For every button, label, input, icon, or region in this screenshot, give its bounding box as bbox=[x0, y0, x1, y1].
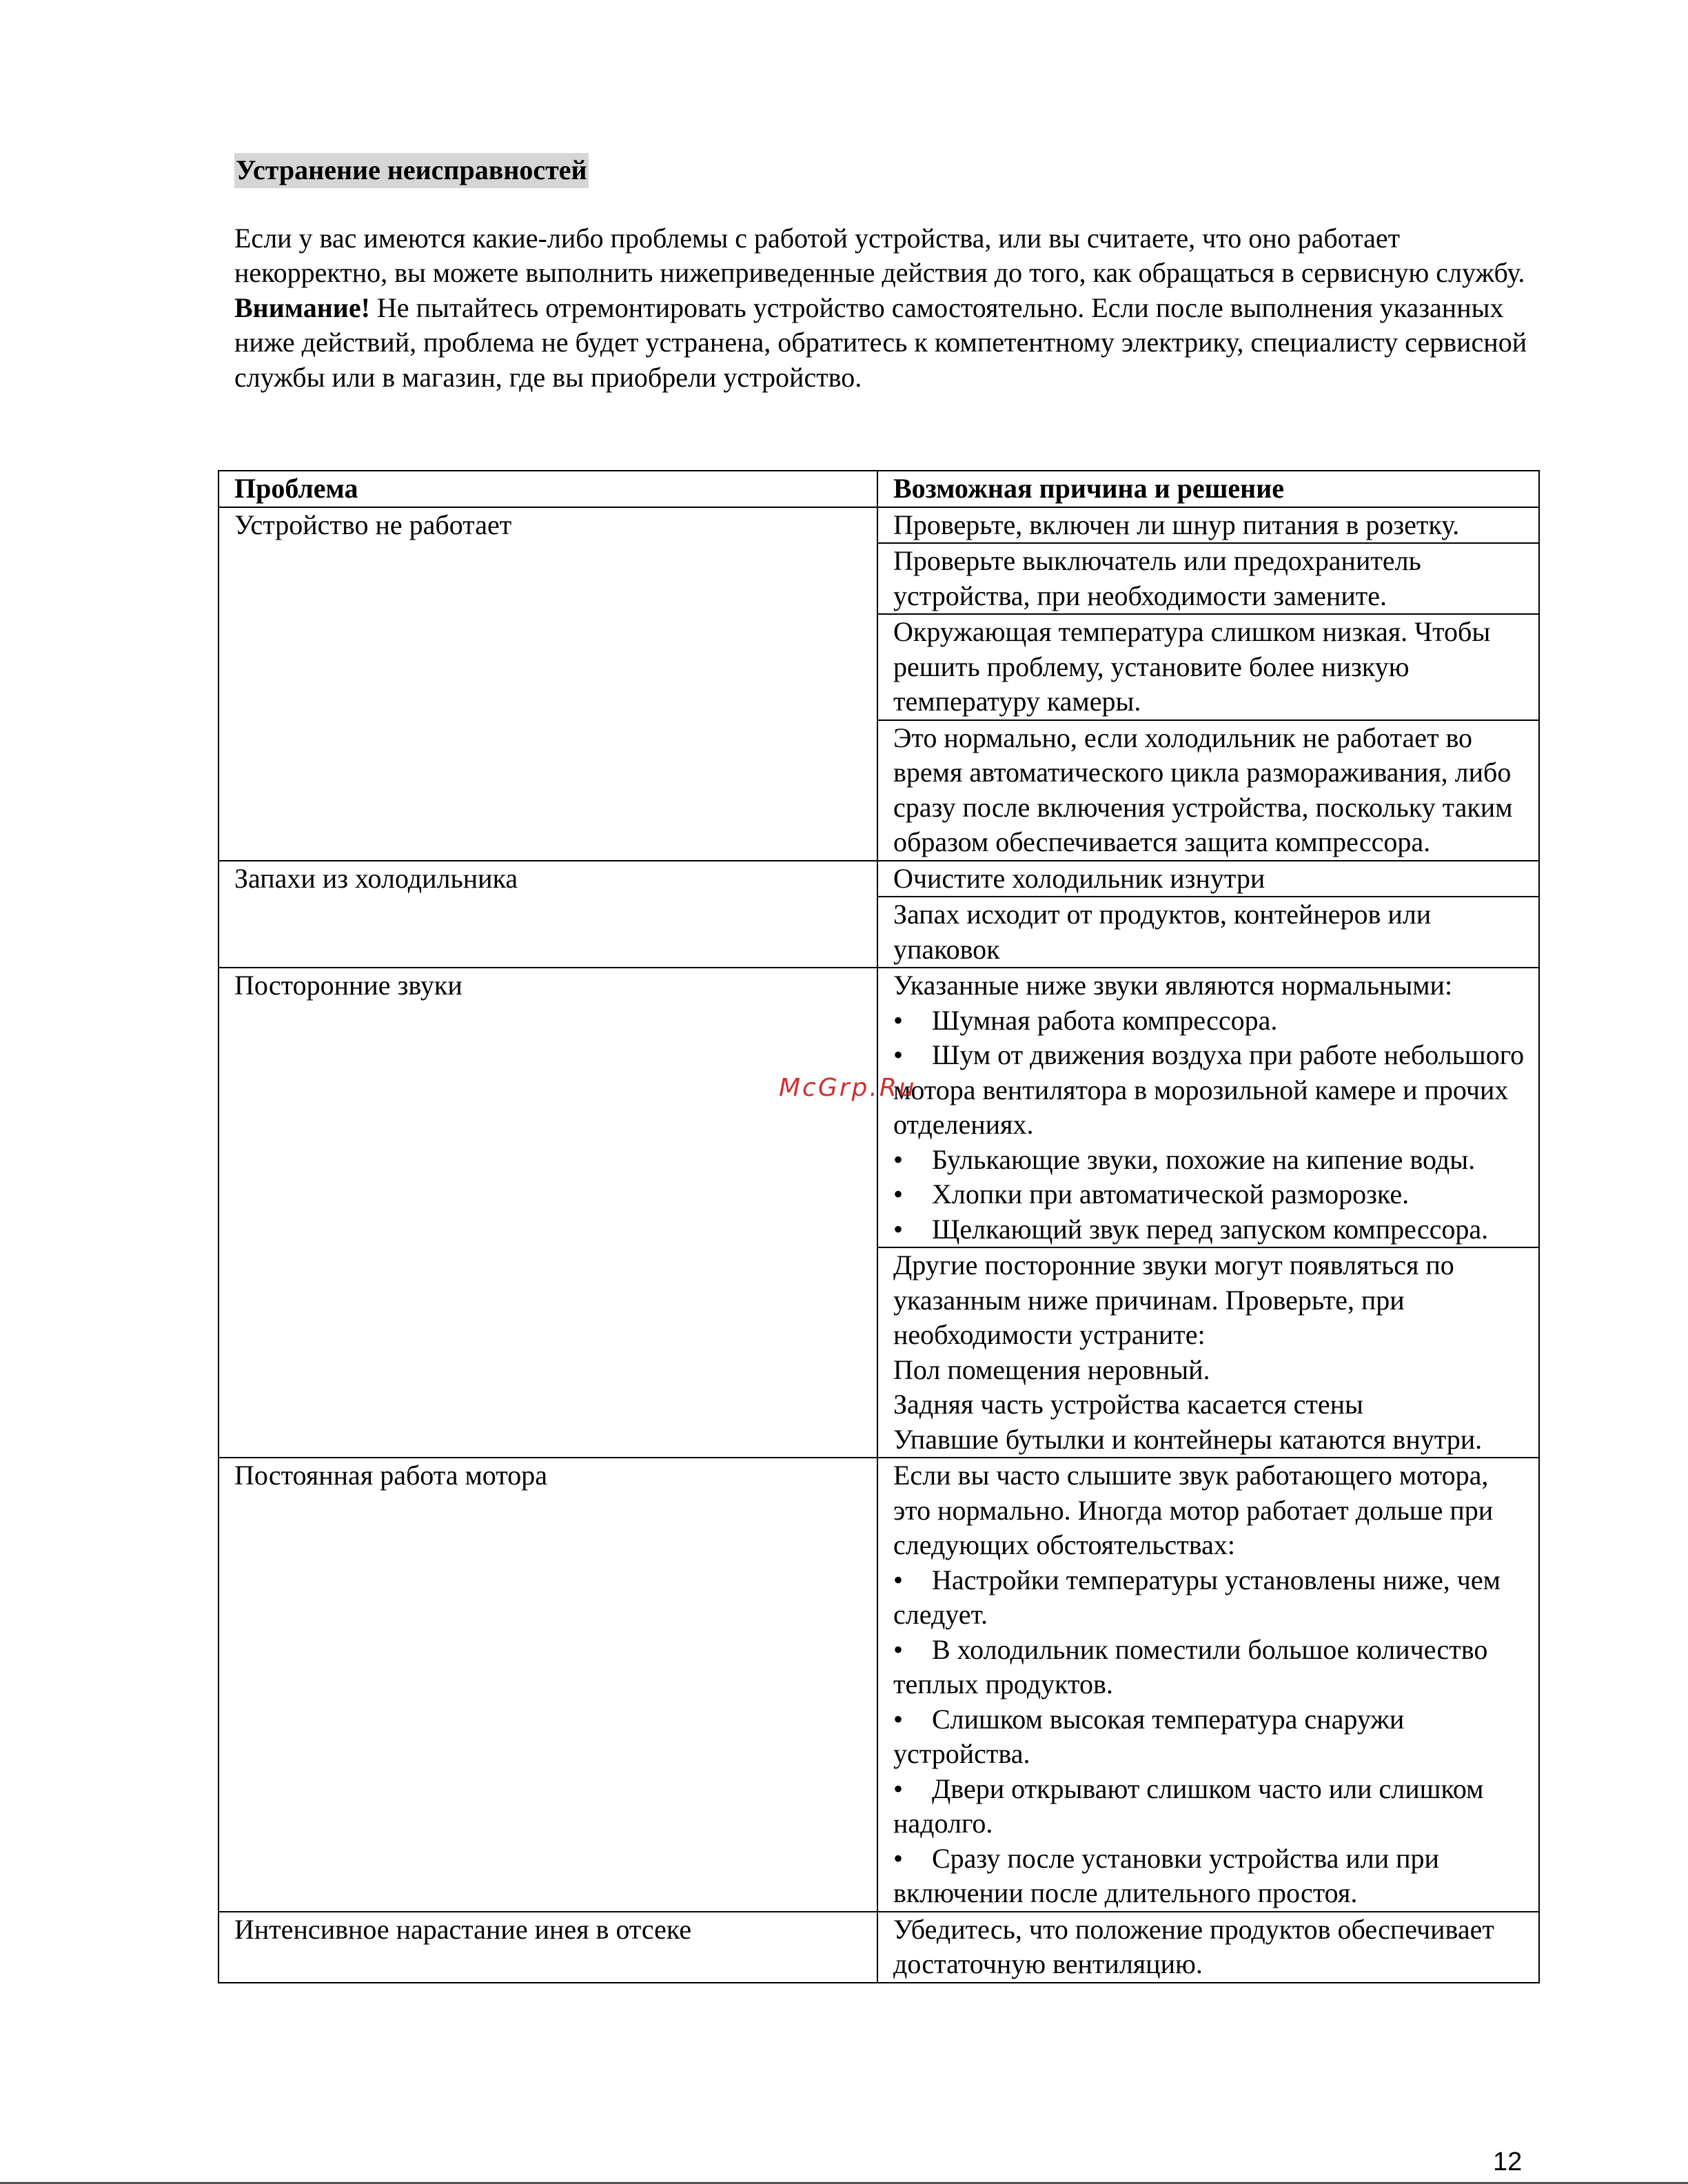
bullet-icon: • bbox=[893, 1703, 904, 1735]
solution-cell: Проверьте, включен ли шнур питания в розетку. bbox=[877, 507, 1539, 544]
bullet-icon: • bbox=[893, 1842, 904, 1874]
bullet-text: Шум от движения воздуха при работе небольшого мотора вентилятора в морозильной камере и прочих отделениях. bbox=[893, 1039, 1525, 1140]
page-number: 12 bbox=[1493, 2147, 1523, 2176]
warning-paragraph bbox=[234, 291, 1530, 396]
noise-normal-intro: Указанные ниже звуки являются нормальными: bbox=[893, 970, 1453, 1001]
motor-intro: Если вы часто слышите звук работающего мотора, это нормально. Иногда мотор работает дольше при следующих обстоятельствах: bbox=[893, 1460, 1494, 1560]
bullet-icon: • bbox=[893, 1143, 904, 1175]
watermark: McGrp.Ru bbox=[779, 1074, 917, 1102]
problem-cell: Постоянная работа мотора bbox=[218, 1458, 877, 1912]
solution-cell bbox=[877, 1247, 1539, 1458]
bullet-text: Щелкающий звук перед запуском компрессора. bbox=[932, 1213, 1489, 1245]
bullet-item bbox=[893, 1563, 1530, 1633]
problem-cell: Интенсивное нарастание инея в отсеке bbox=[218, 1912, 877, 1983]
problem-cell: Устройство не работает bbox=[218, 507, 877, 861]
table-row bbox=[218, 968, 1539, 1247]
bullet-item bbox=[893, 1038, 1530, 1143]
bullet-icon: • bbox=[893, 1213, 904, 1245]
header-solution: Возможная причина и решение bbox=[877, 471, 1539, 507]
bullet-text: Слишком высокая температура снаружи устройства. bbox=[893, 1703, 1405, 1769]
table-header-row bbox=[218, 471, 1539, 507]
noise-other-line: Упавшие бутылки и контейнеры катаются внутри. bbox=[893, 1423, 1483, 1455]
solution-cell: Убедитесь, что положение продуктов обеспечивает достаточную вентиляцию. bbox=[877, 1912, 1539, 1983]
table-row bbox=[218, 861, 1539, 897]
bullet-text: Сразу после установки устройства или при включении после длительного простоя. bbox=[893, 1842, 1439, 1908]
bullet-icon: • bbox=[893, 1004, 904, 1036]
page-content bbox=[234, 153, 1530, 395]
bullet-icon: • bbox=[893, 1564, 904, 1595]
bullet-icon: • bbox=[893, 1773, 904, 1804]
solution-cell: Запах исходит от продуктов, контейнеров или упаковок bbox=[877, 897, 1539, 968]
solution-cell: Это нормально, если холодильник не работает во время автоматического цикла размораживания, либо сразу после включения устройства, поскольку таким образом обеспечивается защита компрессора. bbox=[877, 720, 1539, 861]
warning-text: Не пытайтесь отремонтировать устройство самостоятельно. Если после выполнения указанных ниже действий, проблема не будет устранена, обратитесь к компетентному электрику, специалисту сервисной службы или в магазин, где вы приобрели устройство. bbox=[234, 292, 1527, 393]
noise-other-intro: Другие посторонние звуки могут появляться по указанным ниже причинам. Проверьте, при необходимости устраните: bbox=[893, 1249, 1454, 1350]
bullet-item bbox=[893, 1177, 1530, 1212]
bullet-text: Хлопки при автоматической разморозке. bbox=[932, 1178, 1410, 1210]
bullet-icon: • bbox=[893, 1633, 904, 1665]
problem-cell: Посторонние звуки bbox=[218, 968, 877, 1458]
solution-cell: Окружающая температура слишком низкая. Чтобы решить проблему, установите более низкую температуру камеры. bbox=[877, 614, 1539, 720]
bullet-text: Шумная работа компрессора. bbox=[932, 1004, 1278, 1036]
bullet-item bbox=[893, 1702, 1530, 1772]
bullet-item bbox=[893, 1003, 1530, 1039]
solution-cell: Проверьте выключатель или предохранитель устройства, при необходимости замените. bbox=[877, 543, 1539, 614]
bullet-text: Настройки температуры установлены ниже, чем следует. bbox=[893, 1564, 1501, 1630]
solution-cell bbox=[877, 1458, 1539, 1912]
bullet-item bbox=[893, 1212, 1530, 1247]
page-title: Устранение неисправностей bbox=[234, 153, 589, 188]
bullet-text: В холодильник поместили большое количество теплых продуктов. bbox=[893, 1633, 1488, 1700]
noise-other-line: Пол помещения неровный. bbox=[893, 1354, 1210, 1385]
intro-paragraph: Если у вас имеются какие-либо проблемы с работой устройства, или вы считаете, что оно работает некорректно, вы можете выполнить нижеприведенные действия до того, как обращаться в сервисную службу. bbox=[234, 222, 1525, 288]
bullet-text: Двери открывают слишком часто или слишком надолго. bbox=[893, 1773, 1484, 1839]
troubleshooting-table bbox=[218, 470, 1540, 1983]
bullet-item bbox=[893, 1633, 1530, 1702]
intro-block bbox=[234, 221, 1530, 396]
header-problem: Проблема bbox=[218, 471, 877, 507]
bullet-icon: • bbox=[893, 1178, 904, 1210]
table-row bbox=[218, 1458, 1539, 1912]
table-row bbox=[218, 507, 1539, 544]
bullet-icon: • bbox=[893, 1039, 904, 1070]
bullet-item bbox=[893, 1143, 1530, 1178]
solution-cell: Очистите холодильник изнутри bbox=[877, 861, 1539, 897]
bullet-item bbox=[893, 1841, 1530, 1911]
bullet-item bbox=[893, 1772, 1530, 1841]
bullet-text: Булькающие звуки, похожие на кипение воды. bbox=[932, 1143, 1476, 1175]
solution-cell bbox=[877, 968, 1539, 1247]
noise-other-line: Задняя часть устройства касается стены bbox=[893, 1389, 1363, 1420]
warning-label: Внимание! bbox=[234, 292, 370, 323]
problem-cell: Запахи из холодильника bbox=[218, 861, 877, 968]
table-row bbox=[218, 1912, 1539, 1983]
